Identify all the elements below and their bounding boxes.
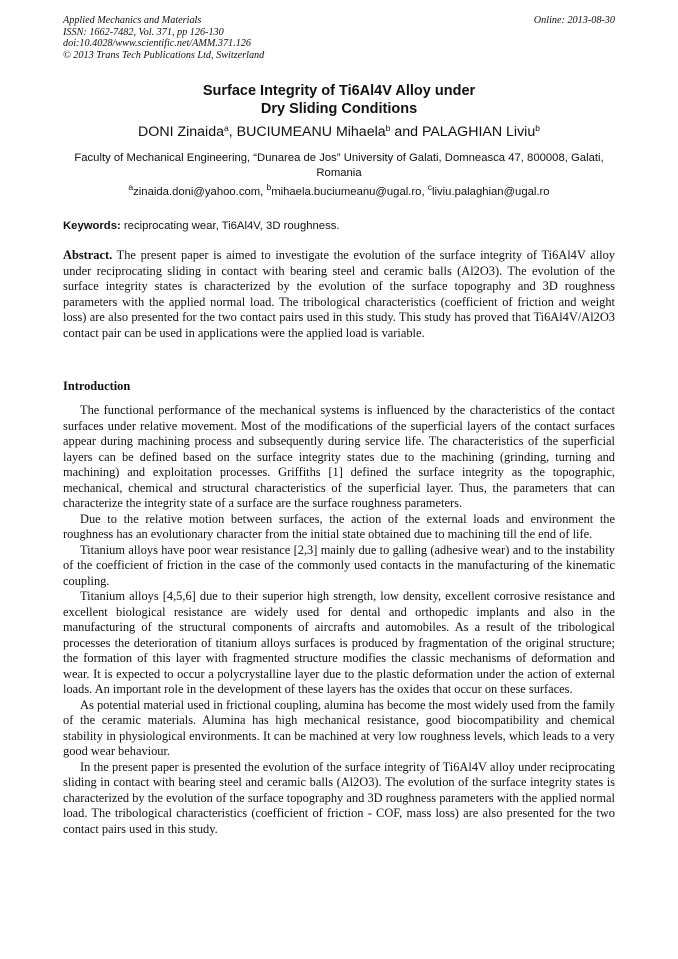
keywords-text: reciprocating wear, Ti6Al4V, 3D roughness.	[123, 220, 340, 232]
email-address[interactable]: zinaida.doni@yahoo.com	[133, 186, 261, 198]
email-address[interactable]: mihaela.buciumeanu@ugal.ro	[271, 186, 422, 198]
body-paragraph: The functional performance of the mechanical systems is influenced by the characteristics of the contact surfaces under relative movement. Most of the modifications of the superficial layers of the contact surfaces appear during machining process and subsequently during service life. The characteristics of the superficial layers can be defined based on the surface integrity states due to the machining (grinding, turning and machining) and exploitation processes. Griffiths [1] defined the surface integrity as the topographic, mechanical, chemical and structural characteristics of the superficial layer. Thus, the parameters that can characterize the integrity state of a surface are the surface roughness parameters.	[63, 403, 615, 510]
journal-header	[63, 15, 615, 61]
section-heading-introduction: Introduction	[63, 379, 131, 393]
author-affil-mark: b	[535, 123, 540, 133]
paper-title-line-2: Dry Sliding Conditions	[260, 101, 418, 117]
journal-issn: ISSN: 1662-7482, Vol. 371, pp 126-130	[63, 26, 224, 38]
body-paragraph: Due to the relative motion between surfaces, the action of the external loads and environment the roughness has an evolutionary character from the initial state obtained due to machining till the end of life.	[63, 511, 615, 541]
author-affil-mark: a	[224, 123, 229, 133]
email-mark: a	[128, 182, 134, 192]
author-name: DONI Zinaida	[138, 124, 224, 140]
author-separator: and	[390, 124, 422, 140]
email-list	[63, 182, 615, 200]
body-paragraph: Titanium alloys have poor wear resistance [2,3] mainly due to galling (adhesive wear) and to the instability of the coefficient of friction in the case of the commonly used contacts in the manufacturing of the kinematic coupling.	[63, 542, 615, 588]
abstract-label: Abstract.	[63, 248, 113, 262]
introduction-body	[63, 403, 615, 837]
email-separator: ,	[260, 186, 267, 198]
paper-title	[63, 82, 615, 118]
keywords	[63, 219, 615, 234]
body-paragraph: Titanium alloys [4,5,6] due to their superior high strength, low density, excellent corrosive resistance and excellent biological resistance are widely used for dental and orthopedic implants and also in the manufacturing of the structural components of aircrafts and automobiles. As a result of the tribological processes the deterioration of titanium alloys surfaces is produced by fragmentation of the original structure; the formation of this layer with fragmented structure modifies the classic mechanisms of deformation and wear. It is expected to occur a polycrystalline layer due to the plastic deformation under the action of external loads. An important role in the development of these layers has the oxides that occur on these surfaces.	[63, 589, 615, 696]
online-date: Online: 2013-08-30	[533, 15, 615, 26]
body-paragraph: In the present paper is presented the evolution of the surface integrity of Ti6Al4V alloy under reciprocating sliding in contact with bearing steel and ceramic balls (Al2O3). The evolution of the surface integrity states is characterized by the evolution of the surface topography and 3D roughness parameters with the applied normal load. The tribological characteristics (coefficient of friction - COF, mass loss) are also presented for the two contact pairs used in this study.	[63, 759, 615, 836]
abstract	[63, 248, 615, 341]
keywords-label: Keywords:	[63, 220, 121, 232]
body-paragraph: As potential material used in frictional coupling, alumina has become the most widely used from the family of the ceramic materials. Alumina has high mechanical resistance, good biocompatibility and chemical stability in physiological environments. It can be machined at very low roughness levels, which leads to a very good wear behaviour.	[63, 697, 615, 758]
abstract-text: The present paper is aimed to investigate the evolution of the surface integrity of Ti6Al4V alloy under reciprocating sliding in contact with bearing steel and ceramic balls (Al2O3). The evolution of the surface integrity states is characterized by the evolution of the surface topography and 3D roughness parameters with the applied normal load. The tribological characteristics (coefficient of friction and weight loss) are also presented for the two contact pairs used in this study. This study has proved that Ti6Al4V/Al2O3 contact pair can be used in applications were the applied load is variable.	[63, 248, 616, 340]
author-separator: ,	[228, 124, 237, 140]
email-separator: ,	[421, 186, 428, 198]
author-name: BUCIUMEANU Mihaela	[236, 124, 386, 140]
author-name: PALAGHIAN Liviu	[421, 124, 536, 140]
email-mark: b	[266, 182, 272, 192]
author-affil-mark: b	[385, 123, 391, 133]
email-mark: c	[427, 182, 432, 192]
journal-copyright: © 2013 Trans Tech Publications Ltd, Switzerland	[63, 49, 265, 61]
author-list	[63, 123, 615, 141]
paper-title-line-1: Surface Integrity of Ti6Al4V Alloy under	[202, 83, 476, 99]
journal-name: Applied Mechanics and Materials	[63, 15, 202, 26]
journal-doi: doi:10.4028/www.scientific.net/AMM.371.126	[63, 38, 251, 50]
affiliation: Faculty of Mechanical Engineering, “Dunarea de Jos” University of Galati, Domneasca 47, 800008, Galati, Romania	[74, 152, 604, 179]
email-address[interactable]: liviu.palaghian@ugal.ro	[431, 186, 550, 198]
